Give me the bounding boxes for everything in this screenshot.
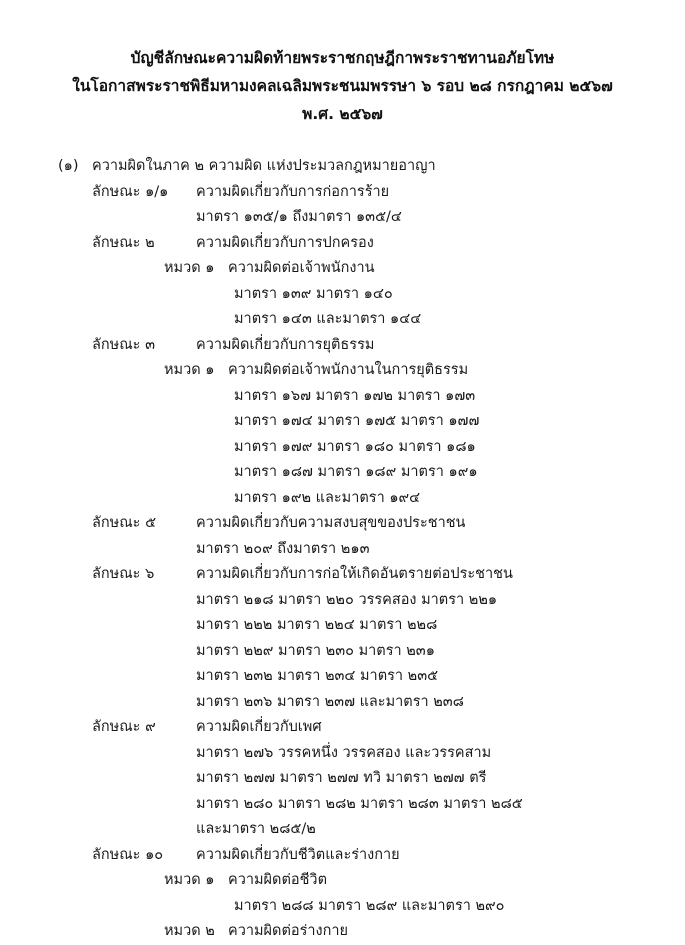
article-line <box>54 205 631 231</box>
chapter-line <box>54 256 631 282</box>
article-line <box>54 664 631 690</box>
article-text: มาตรา ๒๓๖ มาตรา ๒๓๗ และมาตรา ๒๓๘ <box>196 693 464 710</box>
article-line <box>54 741 631 767</box>
article-line <box>54 588 631 614</box>
entry-title: ความผิดเกี่ยวกับเพศ <box>196 719 322 735</box>
article-text: มาตรา ๑๔๓ และมาตรา ๑๔๔ <box>234 311 422 327</box>
document-body <box>54 154 631 945</box>
article-line <box>54 435 631 461</box>
entry-title: ความผิดเกี่ยวกับความสงบสุขของประชาชน <box>196 515 466 531</box>
article-line <box>54 384 631 410</box>
entry-label: ลักษณะ ๑/๑ <box>92 183 169 200</box>
entry-label: ลักษณะ ๒ <box>92 234 155 251</box>
chapter-label: หมวด ๑ <box>164 362 215 378</box>
article-text: และมาตรา ๒๘๕/๒ <box>196 821 316 837</box>
chapter-title: ความผิดต่อชีวิต <box>228 872 327 888</box>
entry-label: ลักษณะ ๙ <box>92 719 156 735</box>
entry-label: ลักษณะ ๖ <box>92 566 155 582</box>
article-line <box>54 894 631 920</box>
entry-row <box>54 843 631 869</box>
article-line <box>54 282 631 308</box>
article-text: มาตรา ๒๒๒ มาตรา ๒๒๔ มาตรา ๒๒๘ <box>196 617 438 633</box>
chapter-label: หมวด ๒ <box>164 923 215 939</box>
article-line <box>54 613 631 639</box>
article-line <box>54 817 631 843</box>
article-text: มาตรา ๑๖๗ มาตรา ๑๗๒ มาตรา ๑๗๓ <box>234 387 476 404</box>
entry-label: ลักษณะ ๕ <box>92 515 157 531</box>
article-text: มาตรา ๒๘๐ มาตรา ๒๘๒ มาตรา ๒๘๓ มาตรา ๒๘๕ <box>196 795 523 812</box>
article-line <box>54 792 631 818</box>
article-line <box>54 639 631 665</box>
article-text: มาตรา ๑๓๙ มาตรา ๑๔๐ <box>234 285 393 302</box>
article-text: มาตรา ๒๐๙ ถึงมาตรา ๒๑๓ <box>196 540 370 557</box>
article-text: มาตรา ๒๘๘ มาตรา ๒๘๙ และมาตรา ๒๙๐ <box>234 897 505 914</box>
entry-title: ความผิดเกี่ยวกับชีวิตและร่างกาย <box>196 846 400 863</box>
article-line <box>54 460 631 486</box>
article-text: มาตรา ๑๙๒ และมาตรา ๑๙๔ <box>234 489 421 506</box>
chapter-title: ความผิดต่อร่างกาย <box>228 923 349 939</box>
chapter-title: ความผิดต่อเจ้าพนักงานในการยุติธรรม <box>228 362 469 378</box>
chapter-title: ความผิดต่อเจ้าพนักงาน <box>228 260 375 276</box>
title-line-2: ในโอกาสพระราชพิธีมหามงคลเฉลิมพระชนมพรรษา ๖ รอบ ๒๘ กรกฎาคม ๒๕๖๗ <box>72 77 613 95</box>
article-line <box>54 690 631 716</box>
article-text: มาตรา ๑๗๔ มาตรา ๑๗๕ มาตรา ๑๗๗ <box>234 413 480 429</box>
article-text: มาตรา ๑๓๕/๑ ถึงมาตรา ๑๓๕/๔ <box>196 209 402 225</box>
entry-row <box>54 511 631 537</box>
document-title <box>54 44 631 128</box>
entry-row <box>54 333 631 359</box>
entry-title: ความผิดเกี่ยวกับการก่อให้เกิดอันตรายต่อประชาชน <box>196 566 513 582</box>
article-text: มาตรา ๒๗๗ มาตรา ๒๗๗ ทวิ มาตรา ๒๗๗ ตรี <box>196 770 487 786</box>
article-line <box>54 537 631 563</box>
section-number: (๑) <box>58 158 79 174</box>
entry-title: ความผิดเกี่ยวกับการปกครอง <box>196 234 374 251</box>
article-line <box>54 307 631 333</box>
chapter-label: หมวด ๑ <box>164 260 215 276</box>
article-text: มาตรา ๑๗๙ มาตรา ๑๘๐ มาตรา ๑๘๑ <box>234 438 476 455</box>
chapter-line <box>54 919 631 945</box>
chapter-label: หมวด ๑ <box>164 872 215 888</box>
article-text: มาตรา ๒๓๒ มาตรา ๒๓๔ มาตรา ๒๓๕ <box>196 668 439 684</box>
article-text: มาตรา ๑๘๗ มาตรา ๑๘๙ มาตรา ๑๙๑ <box>234 464 478 480</box>
entry-label: ลักษณะ ๑๐ <box>92 846 164 863</box>
section-heading: ความผิดในภาค ๒ ความผิด แห่งประมวลกฎหมายอาญา <box>92 158 436 174</box>
title-line-1: บัญชีลักษณะความผิดท้ายพระราชกฤษฎีกาพระราชทานอภัยโทษ <box>130 49 555 67</box>
article-text: มาตรา ๒๑๘ มาตรา ๒๒๐ วรรคสอง มาตรา ๒๒๑ <box>196 591 498 608</box>
article-line <box>54 766 631 792</box>
entry-row <box>54 231 631 257</box>
article-line <box>54 486 631 512</box>
entry-row <box>54 562 631 588</box>
entry-title: ความผิดเกี่ยวกับการยุติธรรม <box>196 336 375 353</box>
section-heading-row <box>54 154 631 180</box>
chapter-line <box>54 358 631 384</box>
entry-row <box>54 180 631 206</box>
title-line-3: พ.ศ. ๒๕๖๗ <box>302 105 383 123</box>
article-text: มาตรา ๒๒๙ มาตรา ๒๓๐ มาตรา ๒๓๑ <box>196 642 435 659</box>
entry-label: ลักษณะ ๓ <box>92 336 155 353</box>
article-text: มาตรา ๒๗๖ วรรคหนึ่ง วรรคสอง และวรรคสาม <box>196 744 492 761</box>
entry-title: ความผิดเกี่ยวกับการก่อการร้าย <box>196 183 390 200</box>
article-line <box>54 409 631 435</box>
entry-row <box>54 715 631 741</box>
chapter-line <box>54 868 631 894</box>
